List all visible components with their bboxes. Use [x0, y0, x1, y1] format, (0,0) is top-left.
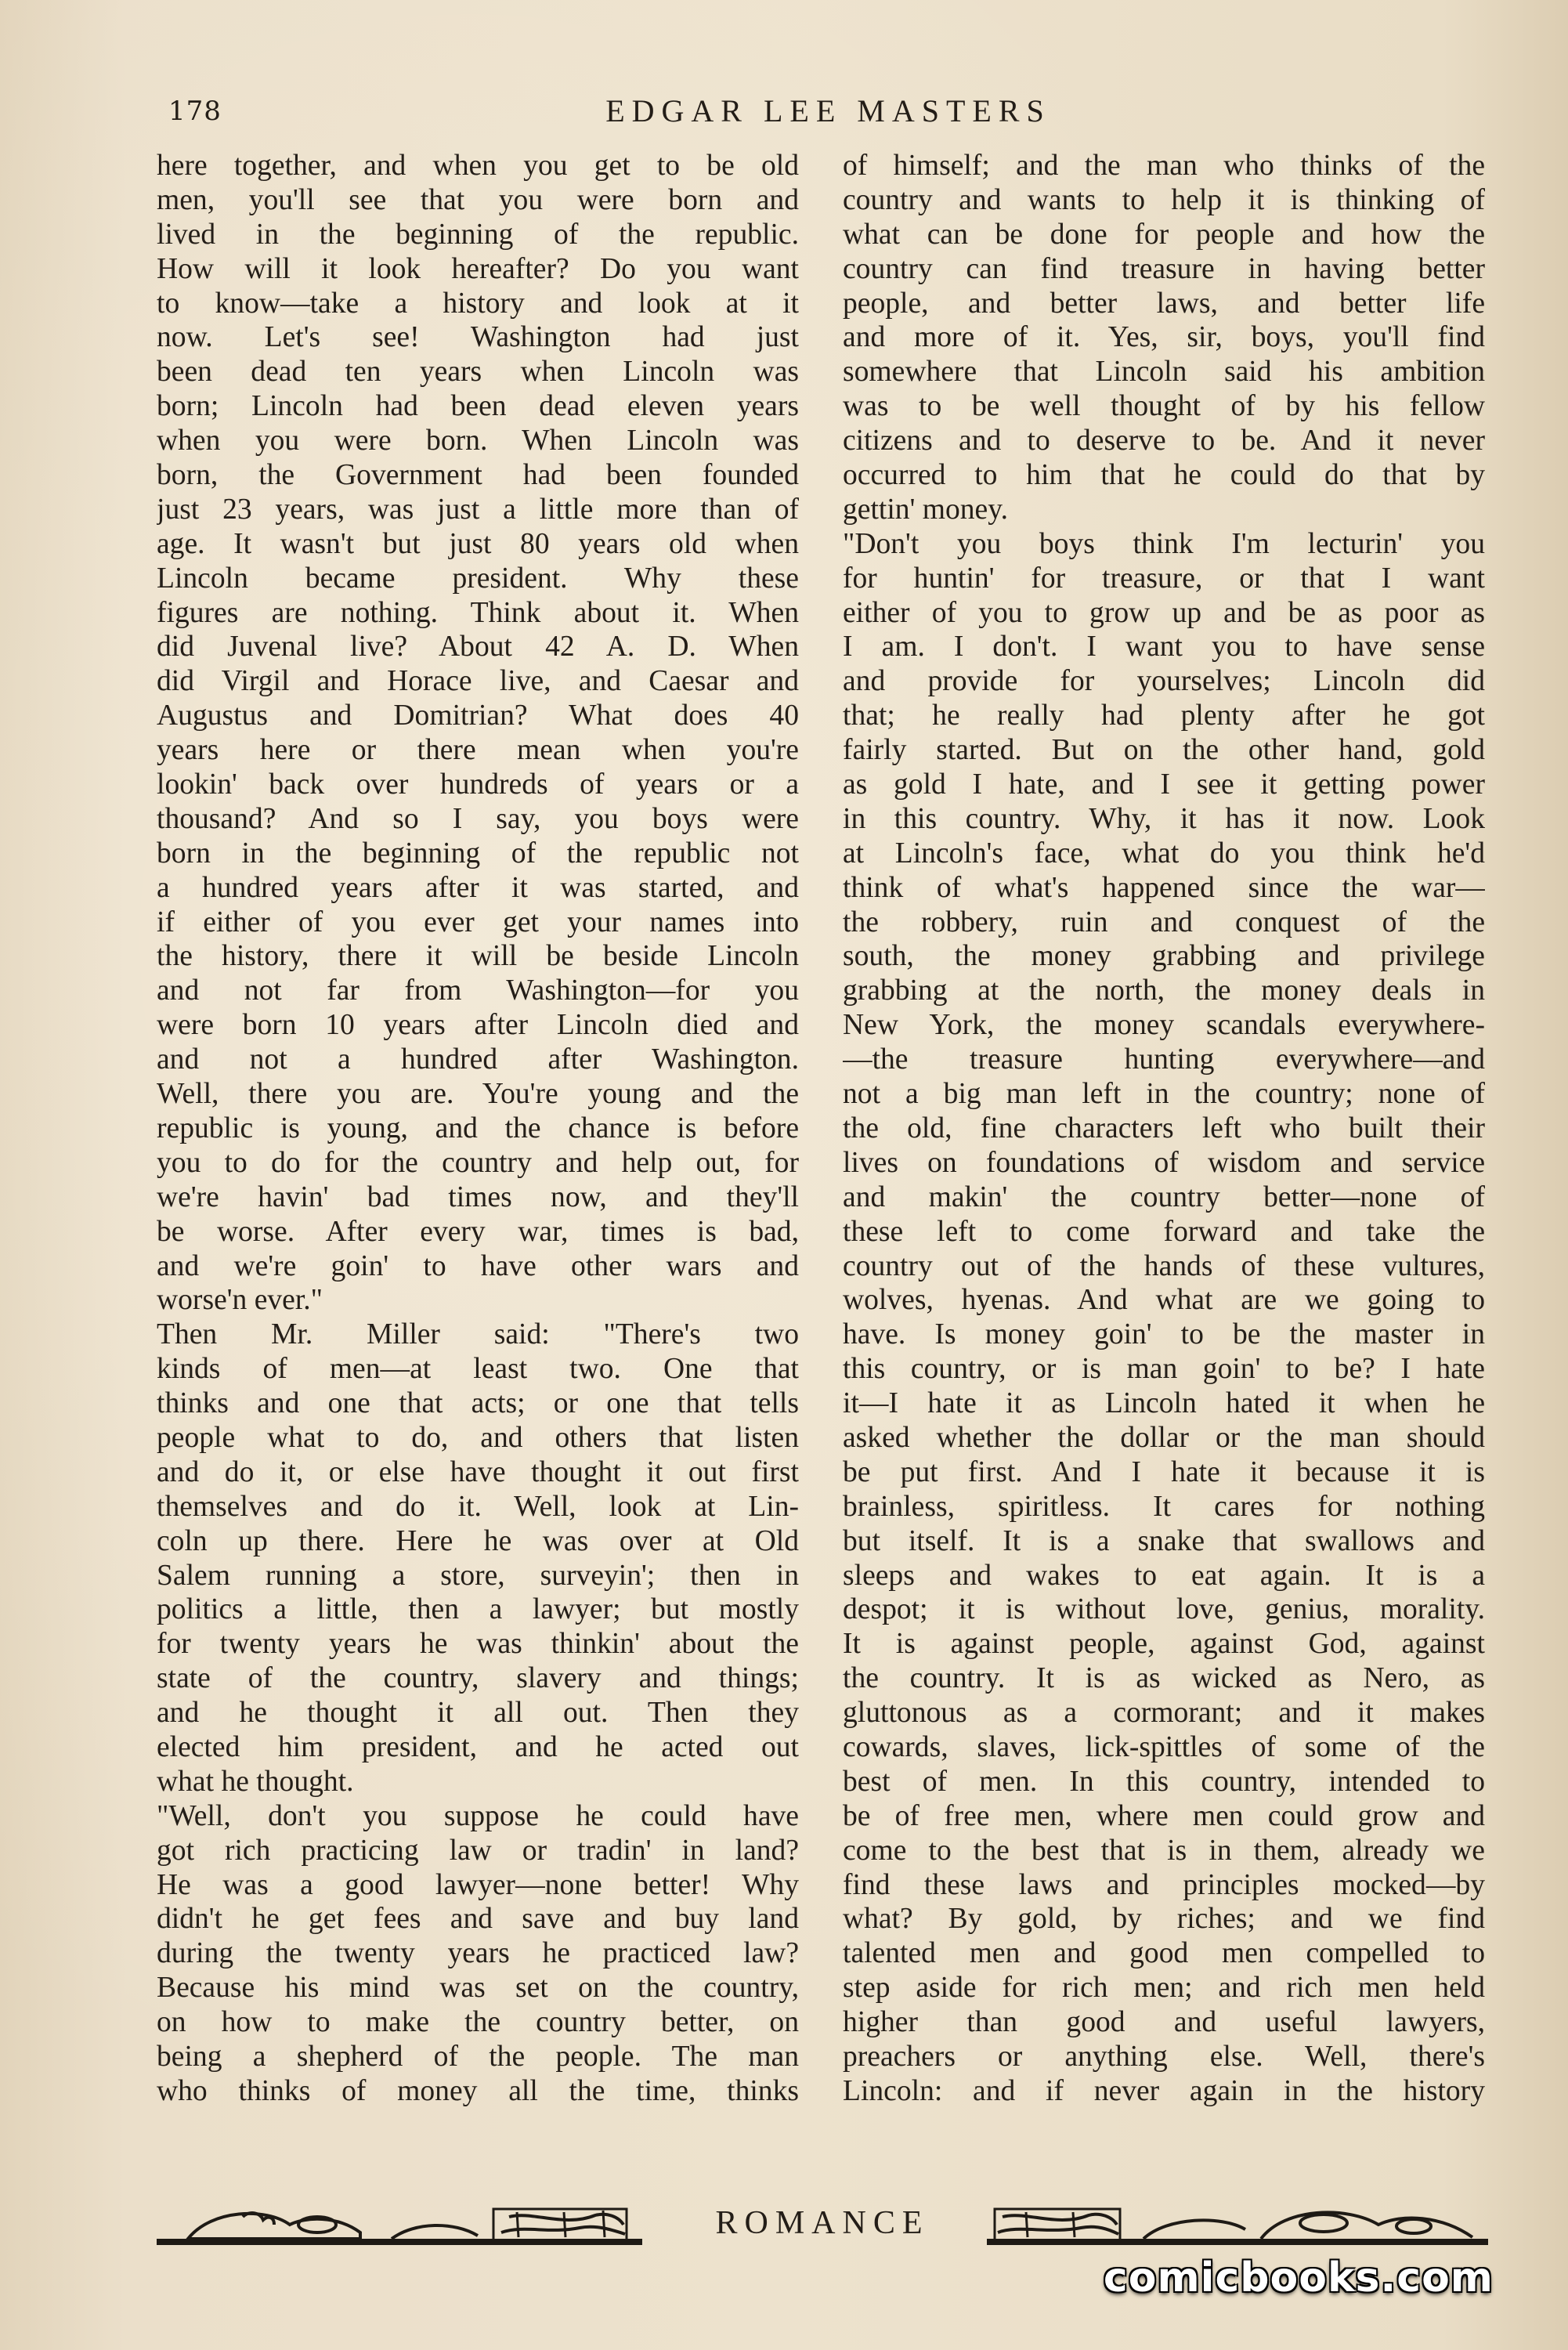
- text-line: Then Mr. Miller said: "There's two: [157, 1318, 799, 1351]
- text-line: the old, fine characters left who built their: [843, 1112, 1485, 1144]
- text-line: wolves, hyenas. And what are we going to: [843, 1284, 1485, 1317]
- text-line: years here or there mean when you're: [157, 734, 799, 767]
- text-line: and not far from Washington—for you: [157, 974, 799, 1007]
- text-line: what? By gold, by riches; and we find: [843, 1903, 1485, 1936]
- text-line: worse'n ever.": [157, 1284, 323, 1317]
- text-line: politics a little, then a lawyer; but mostly: [157, 1593, 799, 1626]
- text-line: at Lincoln's face, what do you think he'd: [843, 837, 1485, 870]
- text-line: the history, there it will be beside Lincoln: [157, 940, 799, 973]
- text-line: born in the beginning of the republic not: [157, 837, 799, 870]
- text-line: you to do for the country and help out, for: [157, 1146, 799, 1179]
- text-line: country and wants to help it is thinking of: [843, 183, 1485, 216]
- text-line: country can find treasure in having better: [843, 252, 1485, 285]
- text-line: south, the money grabbing and privilege: [843, 940, 1485, 973]
- text-line: when you were born. When Lincoln was: [157, 425, 799, 457]
- text-line: for twenty years he was thinkin' about the: [157, 1628, 799, 1661]
- text-line: for huntin' for treasure, or that I want: [843, 562, 1485, 595]
- text-line: this country, or is man goin' to be? I hate: [843, 1353, 1485, 1386]
- text-line: and more of it. Yes, sir, boys, you'll find: [843, 321, 1485, 354]
- text-line: the country. It is as wicked as Nero, as: [843, 1662, 1485, 1695]
- text-line: come to the best that is in them, already we: [843, 1834, 1485, 1867]
- text-line: New York, the money scandals everywhere-: [843, 1009, 1485, 1042]
- page-number: 178: [168, 96, 222, 127]
- text-line: be put first. And I hate it because it is: [843, 1455, 1485, 1488]
- text-line: Lincoln became president. Why these: [157, 562, 799, 595]
- text-line: in this country. Why, it has it now. Look: [843, 802, 1485, 835]
- text-line: been dead ten years when Lincoln was: [157, 356, 799, 389]
- text-line: figures are nothing. Think about it. When: [157, 596, 799, 629]
- text-line: Lincoln: and if never again in the history: [843, 2074, 1485, 2107]
- text-line: higher than good and useful lawyers,: [843, 2006, 1485, 2039]
- text-line: born; Lincoln had been dead eleven years: [157, 390, 799, 423]
- text-line: asked whether the dollar or the man should: [843, 1421, 1485, 1454]
- text-line: "Don't you boys think I'm lecturin' you: [843, 527, 1485, 560]
- text-line: and he thought it all out. Then they: [157, 1697, 799, 1730]
- right-text-column: [843, 149, 1485, 2109]
- text-line: Salem running a store, surveyin'; then in: [157, 1559, 799, 1592]
- text-line: and makin' the country better—none of: [843, 1180, 1485, 1213]
- text-line: of himself; and the man who thinks of the: [843, 150, 1485, 182]
- text-line: occurred to him that he could do that by: [843, 459, 1485, 492]
- text-line: a hundred years after it was started, and: [157, 871, 799, 904]
- text-line: what can be done for people and how the: [843, 218, 1485, 251]
- text-line: people what to do, and others that listen: [157, 1421, 799, 1454]
- text-line: born, the Government had been founded: [157, 459, 799, 492]
- text-line: country out of the hands of these vultures,: [843, 1249, 1485, 1282]
- text-line: did Virgil and Horace live, and Caesar and: [157, 665, 799, 698]
- text-line: somewhere that Lincoln said his ambition: [843, 356, 1485, 389]
- text-line: republic is young, and the chance is before: [157, 1112, 799, 1144]
- text-line: the robbery, ruin and conquest of the: [843, 906, 1485, 938]
- text-line: thinks and one that acts; or one that tells: [157, 1387, 799, 1420]
- text-line: state of the country, slavery and things;: [157, 1662, 799, 1695]
- watermark-text: comicbooks.com: [1103, 2254, 1494, 2301]
- text-line: and provide for yourselves; Lincoln did: [843, 665, 1485, 698]
- text-line: He was a good lawyer—none better! Why: [157, 1868, 799, 1901]
- text-line: men, you'll see that you were born and: [157, 183, 799, 216]
- text-line: fairly started. But on the other hand, gold: [843, 734, 1485, 767]
- text-line: preachers or anything else. Well, there's: [843, 2040, 1485, 2073]
- text-line: gettin' money.: [843, 493, 1008, 526]
- text-line: be worse. After every war, times is bad,: [157, 1215, 799, 1248]
- text-line: Well, there you are. You're young and the: [157, 1078, 799, 1111]
- text-line: step aside for rich men; and rich men held: [843, 1972, 1485, 2005]
- text-line: Because his mind was set on the country,: [157, 1972, 799, 2005]
- text-line: if either of you ever get your names into: [157, 906, 799, 938]
- text-line: just 23 years, was just a little more than of: [157, 493, 799, 526]
- text-line: got rich practicing law or tradin' in land?: [157, 1834, 799, 1867]
- text-line: find these laws and principles mocked—by: [843, 1868, 1485, 1901]
- text-line: did Juvenal live? About 42 A. D. When: [157, 631, 799, 663]
- text-line: talented men and good men compelled to: [843, 1937, 1485, 1970]
- text-line: themselves and do it. Well, look at Lin-: [157, 1490, 799, 1523]
- text-line: have. Is money goin' to be the master in: [843, 1318, 1485, 1351]
- text-line: cowards, slaves, lick-spittles of some of the: [843, 1730, 1485, 1763]
- text-line: "Well, don't you suppose he could have: [157, 1799, 799, 1832]
- text-line: to know—take a history and look at it: [157, 287, 799, 320]
- text-line: lives on foundations of wisdom and service: [843, 1146, 1485, 1179]
- left-text-column: [157, 149, 799, 2109]
- text-line: who thinks of money all the time, thinks: [157, 2074, 799, 2107]
- text-line: brainless, spiritless. It cares for nothing: [843, 1490, 1485, 1523]
- text-line: now. Let's see! Washington had just: [157, 321, 799, 354]
- text-line: grabbing at the north, the money deals in: [843, 974, 1485, 1007]
- text-line: on how to make the country better, on: [157, 2006, 799, 2039]
- text-line: —the treasure hunting everywhere—and: [843, 1043, 1485, 1076]
- text-line: age. It wasn't but just 80 years old when: [157, 527, 799, 560]
- text-line: but itself. It is a snake that swallows and: [843, 1524, 1485, 1557]
- text-line: lived in the beginning of the republic.: [157, 218, 799, 251]
- text-line: were born 10 years after Lincoln died and: [157, 1009, 799, 1042]
- text-line: was to be well thought of by his fellow: [843, 390, 1485, 423]
- text-line: be of free men, where men could grow and: [843, 1799, 1485, 1832]
- ornament-landscape-right-icon: [987, 2193, 1488, 2264]
- text-line: during the twenty years he practiced law?: [157, 1937, 799, 1970]
- running-head: EDGAR LEE MASTERS: [605, 93, 1051, 128]
- text-line: Augustus and Domitrian? What does 40: [157, 700, 799, 732]
- text-line: kinds of men—at least two. One that: [157, 1353, 799, 1386]
- text-line: citizens and to deserve to be. And it never: [843, 425, 1485, 457]
- text-line: and not a hundred after Washington.: [157, 1043, 799, 1076]
- text-line: not a big man left in the country; none of: [843, 1078, 1485, 1111]
- text-line: either of you to grow up and be as poor as: [843, 596, 1485, 629]
- text-line: It is against people, against God, against: [843, 1628, 1485, 1661]
- text-line: didn't he get fees and save and buy land: [157, 1903, 799, 1936]
- text-line: gluttonous as a cormorant; and it makes: [843, 1697, 1485, 1730]
- page-footer: [157, 2193, 1488, 2264]
- text-line: here together, and when you get to be old: [157, 150, 799, 182]
- text-line: and do it, or else have thought it out first: [157, 1455, 799, 1488]
- text-line: we're havin' bad times now, and they'll: [157, 1180, 799, 1213]
- text-line: and we're goin' to have other wars and: [157, 1249, 799, 1282]
- text-line: How will it look hereafter? Do you want: [157, 252, 799, 285]
- text-line: that; he really had plenty after he got: [843, 700, 1485, 732]
- text-line: being a shepherd of the people. The man: [157, 2040, 799, 2073]
- text-line: lookin' back over hundreds of years or a: [157, 768, 799, 801]
- text-line: elected him president, and he acted out: [157, 1730, 799, 1763]
- text-line: these left to come forward and take the: [843, 1215, 1485, 1248]
- text-line: think of what's happened since the war—: [843, 871, 1485, 904]
- text-line: I am. I don't. I want you to have sense: [843, 631, 1485, 663]
- text-line: best of men. In this country, intended to: [843, 1765, 1485, 1798]
- text-line: despot; it is without love, genius, morality.: [843, 1593, 1485, 1626]
- text-line: it—I hate it as Lincoln hated it when he: [843, 1387, 1485, 1420]
- page-header: [168, 93, 1488, 135]
- text-line: sleeps and wakes to eat again. It is a: [843, 1559, 1485, 1592]
- text-line: as gold I hate, and I see it getting power: [843, 768, 1485, 801]
- text-line: people, and better laws, and better life: [843, 287, 1485, 320]
- text-line: coln up there. Here he was over at Old: [157, 1524, 799, 1557]
- text-line: thousand? And so I say, you boys were: [157, 802, 799, 835]
- text-line: what he thought.: [157, 1765, 354, 1798]
- footer-title: ROMANCE: [715, 2205, 930, 2241]
